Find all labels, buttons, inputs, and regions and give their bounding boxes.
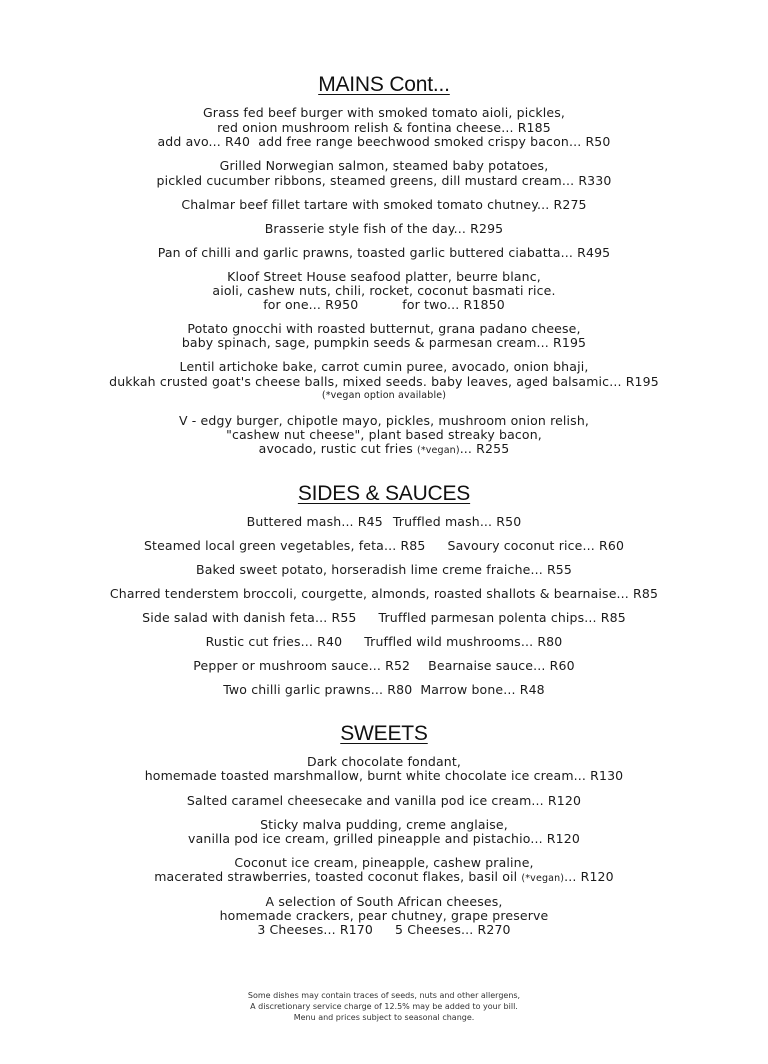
gnocchi-line-1: Potato gnocchi with roasted butternut, grana padano cheese, (187, 321, 581, 336)
coconut-rice: Savoury coconut rice... R60 (447, 538, 625, 553)
coconut-vegan-tag: (*vegan) (521, 873, 565, 884)
green-vegetables: Steamed local green vegetables, feta... R85 (143, 538, 426, 553)
mains-title: MAINS Cont... (318, 73, 450, 96)
burger-line-1: Grass fed beef burger with smoked tomato aioli, pickles, (202, 105, 566, 120)
malva-line-1: Sticky malva pudding, creme anglaise, (260, 817, 508, 832)
side-salad: Side salad with danish feta... R55 (142, 610, 357, 625)
seasonal-note: Menu and prices subject to seasonal change. (293, 1013, 475, 1022)
coconut-line-2 (0, 869, 768, 886)
fish-item: Brasserie style fish of the day... R295 (264, 221, 504, 236)
platter-for-two: for two... R1850 (402, 297, 505, 312)
vburger-line-3-text: avocado, rustic cut fries (258, 441, 417, 456)
five-cheeses: 5 Cheeses... R270 (395, 922, 511, 937)
sweets-title: SWEETS (340, 722, 428, 745)
lentil-vegan-note: (*vegan option available) (321, 390, 447, 401)
sides-row-1 (0, 514, 768, 529)
allergen-note: Some dishes may contain traces of seeds, nuts and other allergens, (247, 991, 521, 1000)
chilli-garlic-prawns: Two chilli garlic prawns... R80 (223, 682, 413, 697)
cheeses-line-2: homemade crackers, pear chutney, grape preserve (219, 908, 549, 923)
cheesecake-item: Salted caramel cheesecake and vanilla pod ice cream... R120 (186, 793, 582, 808)
platter-prices (0, 297, 768, 312)
sweet-potato: Baked sweet potato, horseradish lime creme fraiche... R55 (195, 562, 573, 577)
platter-line-2: aioli, cashew nuts, chili, rocket, coconut basmati rice. (212, 283, 556, 298)
service-charge-note: A discretionary service charge of 12.5% may be added to your bill. (250, 1002, 518, 1011)
marrow-bone: Marrow bone... R48 (420, 682, 545, 697)
salmon-line-1: Grilled Norwegian salmon, steamed baby potatoes, (219, 158, 549, 173)
platter-line-1: Kloof Street House seafood platter, beurre blanc, (227, 269, 541, 284)
platter-for-one: for one... R950 (263, 297, 359, 312)
bearnaise-sauce: Bearnaise sauce... R60 (428, 658, 575, 673)
tenderstem-broccoli: Charred tenderstem broccoli, courgette, almonds, roasted shallots & bearnaise... R85 (109, 586, 659, 601)
cheeses-line-1: A selection of South African cheeses, (265, 894, 503, 909)
sides-title: SIDES & SAUCES (297, 482, 471, 505)
vburger-line-3 (0, 441, 768, 458)
sides-row-7 (0, 658, 768, 673)
coconut-price: ... R120 (564, 869, 614, 884)
gnocchi-line-2: baby spinach, sage, pumpkin seeds & parmesan cream... R195 (181, 335, 587, 350)
burger-line-2: red onion mushroom relish & fontina cheese... R185 (217, 120, 551, 135)
pepper-mushroom-sauce: Pepper or mushroom sauce... R52 (193, 658, 411, 673)
vburger-line-1: V - edgy burger, chipotle mayo, pickles, mushroom onion relish, (178, 413, 590, 428)
malva-line-2: vanilla pod ice cream, grilled pineapple and pistachio... R120 (188, 831, 580, 846)
sides-row-6 (0, 634, 768, 649)
sides-row-2 (0, 538, 768, 553)
three-cheeses: 3 Cheeses... R170 (257, 922, 373, 937)
fondant-line-1: Dark chocolate fondant, (306, 754, 462, 769)
polenta-chips: Truffled parmesan polenta chips... R85 (378, 610, 626, 625)
cheeses-prices (0, 922, 768, 937)
tartare-item: Chalmar beef fillet tartare with smoked tomato chutney... R275 (181, 197, 587, 212)
wild-mushrooms: Truffled wild mushrooms... R80 (364, 634, 563, 649)
truffled-mash: Truffled mash... R50 (392, 514, 522, 529)
vburger-line-2: "cashew nut cheese", plant based streaky bacon, (226, 427, 542, 442)
vburger-price: ... R255 (459, 441, 510, 456)
lentil-line-1: Lentil artichoke bake, carrot cumin puree, avocado, onion bhaji, (179, 359, 589, 374)
fondant-line-2: homemade toasted marshmallow, burnt white chocolate ice cream... R130 (144, 768, 624, 783)
salmon-line-2: pickled cucumber ribbons, steamed greens, dill mustard cream... R330 (156, 173, 612, 188)
lentil-line-2: dukkah crusted goat's cheese balls, mixed seeds. baby leaves, aged balsamic... R195 (109, 374, 659, 389)
coconut-line-1: Coconut ice cream, pineapple, cashew praline, (234, 855, 534, 870)
vburger-vegan-tag: (*vegan) (416, 445, 460, 456)
rustic-fries: Rustic cut fries... R40 (205, 634, 343, 649)
sides-row-8 (0, 682, 768, 697)
buttered-mash: Buttered mash... R45 (246, 514, 383, 529)
coconut-line-2-text: macerated strawberries, toasted coconut flakes, basil oil (154, 869, 522, 884)
sides-row-5 (0, 610, 768, 625)
prawns-item: Pan of chilli and garlic prawns, toasted garlic buttered ciabatta... R495 (157, 245, 611, 260)
burger-addons: add avo... R40 add free range beechwood smoked crispy bacon... R50 (157, 134, 611, 149)
